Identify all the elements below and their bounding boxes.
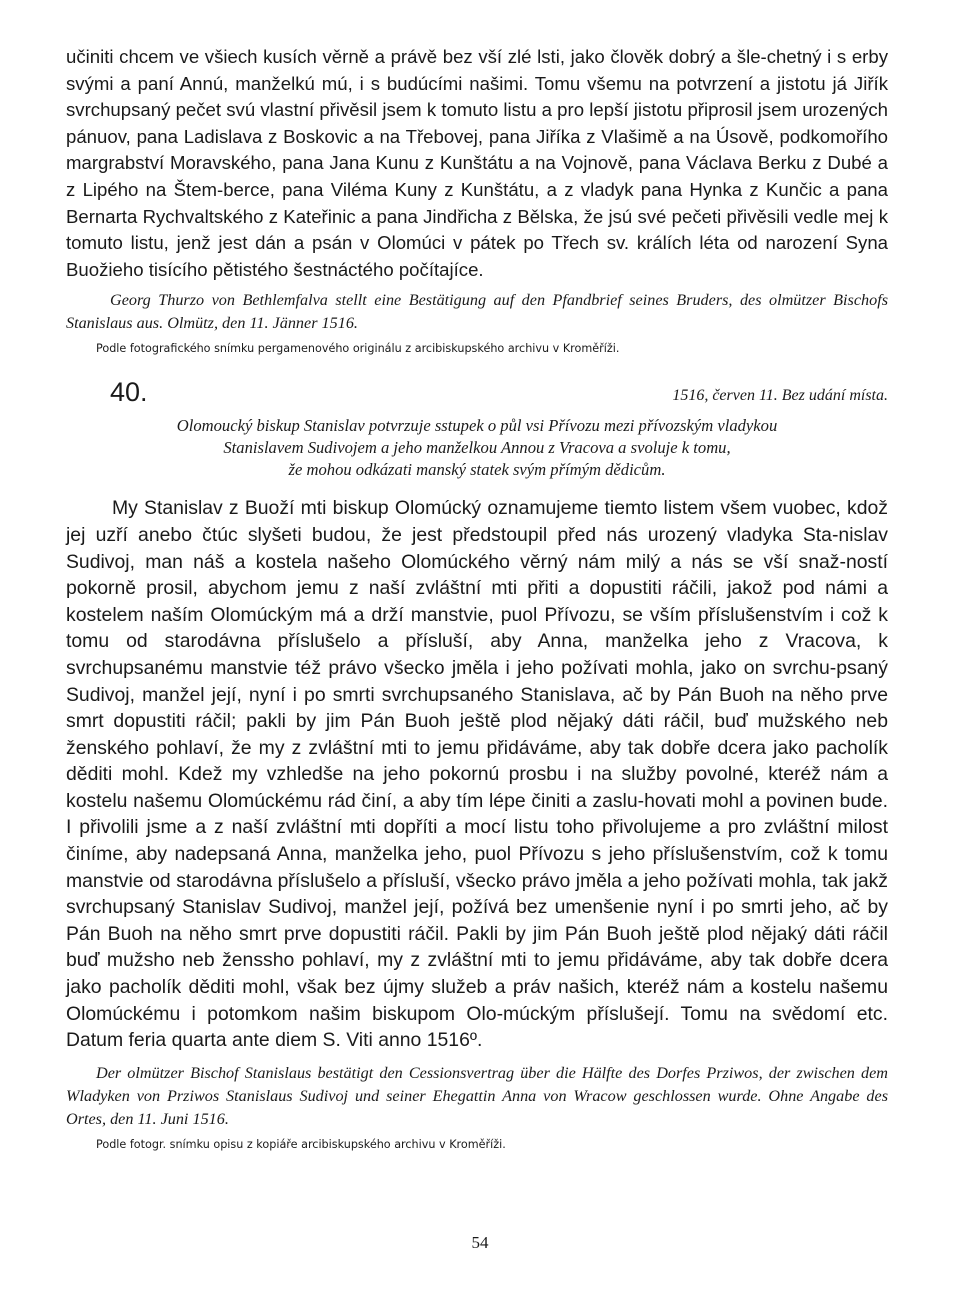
document-date: 1516, červen 11. Bez udání místa.: [672, 387, 888, 405]
charter-text: My Stanislav z Buoží mti biskup Olomúcký oznamujeme tiemto listem všem vuobec, kdož jej uzří anebo čtúc slyšeti budou, že jest předstoupil před nás urozený vladyka Sta-nislav Sudivoj, man náš a kostela našeho Olomúckého věrný nám milý a nás se vší snaž-ností pokorně prosil, abychom jemu z naší zvláštní mti přiti a dopustiti ráčili, jakož pod námi a kostelem naším Olomúckým má a drží manstvie, puol Přívozu, se vším příslušenstvím i což k tomu od starodávna příslušelo a přísluší, aby Anna, manželka jeho z Vracova, k svrchupsanému manstvie též právo všecko jměla i jeho požívati mohla, jako on svrchu-psaný Sudivoj, manžel její, nyní i po smrti svrchupsaného Stanislava, ač by Pán Buoh na něho prve smrt dopustiti ráčil; pakli by jim Pán Buoh ještě plod nějaký dáti ráčil, buď mužského neb ženského pohlaví, že my z zvláštní mti to jemu přidáváme, aby tak dobře dcera jako pacholík děditi mohl. Kdež my vzhledše na jeho pokornú prosbu i na služby povolné, kteréž nám a kostelu našemu Olomúckému rád činí, a aby tím lépe činiti a zaslu-hovati mohl a povinen bude. I přivolili jsme a z naší zvláštní mti dopříti a mocí listu toho přivolujeme a pro zvláštní milost činíme, aby nadepsaná Anna, manželka jeho, puol Přívozu s jeho příslušenstvím, což k tomu manstvie od starodávna příslušelo a přísluší, všecko právo jměla a jeho požívati mohla, tak jakž svrchupsaný Stanislav Sudivoj, manžel její, požívá bez umenšenie nyní i po smrti jeho, ač by Pán Buoh na něho smrt prve dopustiti ráčil. Pakli by jim Pán Buoh ještě plod nějaký dáti ráčil buď mužsho neb ženssho pohlaví, my z zvláštní mti to jemu přidáváme, aby tak dobře dcera jako pacholík děditi mohl, však bez újmy služeb a práv našich, kteréž nám a kostelu našemu Olomúckému i potomkom našim biskupom Olo-múckým příslušejí. Tomu na svědomí etc. Datum feria quarta ante diem S. Viti anno 1516º.: [66, 497, 888, 1052]
continued-german-summary: Georg Thurzo von Bethlemfalva stellt eine Bestätigung auf den Pfandbrief seines Bruders, des olmützer Bischofs Stanislaus aus. Olmütz, den 11. Jänner 1516.: [66, 291, 888, 333]
page-content: [66, 44, 888, 1153]
regest-line: že mohou odkázati manský statek svým přímým dědicům.: [288, 460, 666, 480]
regest-line: Stanislavem Sudivojem a jeho manželkou Annou z Vracova a svoluje k tomu,: [223, 438, 731, 458]
document-regest: [66, 415, 888, 481]
document-header: [66, 377, 888, 415]
document-number: 40.: [110, 377, 148, 408]
regest-line: Olomoucký biskup Stanislav potvrzuje sstupek o půl vsi Přívozu mezi přívozským vladykou: [176, 416, 778, 436]
german-summary: Der olmützer Bischof Stanislaus bestätigt den Cessionsvertrag über die Hälfte des Dorfes Prziwos, der zwischen dem Wladyken von Prziwos Stanislaus Sudivoj und seiner Ehegattin Anna von Wracow geschlossen wurde. Ohne Angabe des Ortes, den 11. Juni 1516.: [66, 1063, 888, 1128]
continued-source-note: Podle fotografického snímku pergamenového originálu z arcibiskupského archivu v Kroměříži.: [96, 342, 620, 356]
page-number: 54: [471, 1233, 489, 1252]
continued-charter-text: učiniti chcem ve všiech kusích věrně a právě bez vší zlé lsti, jako člověk dobrý a šle-chetný i s erby svými a paní Annú, manželkú mú, i s budúcími našimi. Tomu všemu na potvrzení a jistotu já Jiřík svrchupsaný pečet svú vlastní přivěsil jsem k tomuto listu a pro lepší jistotu připrosil jsem urozených pánuov, pana Ladislava z Boskovic a na Třebovej, pana Jiříka z Vlašimě a na Úsově, podkomořího margrabství Moravského, pana Jana Kunu z Kunštátu a na Vojnově, pana Václava Berku z Dubé a z Lipého na Štem-berce, pana Viléma Kuny z Kunštátu, a z vladyk pana Hynka z Kunčic a pana Bernarta Rychvaltského z Kateřinic a pana Jindřicha z Bělska, že jsú své pečeti přivěsili vedle mej k tomuto listu, jenž jest dán a psán v Olomúci v pátek po Třech sv. králích léta od narození Syna Buožieho tisícího pětistého šestnáctého počítajíce.: [66, 46, 888, 280]
source-note: Podle fotogr. snímku opisu z kopiáře arcibiskupského archivu v Kroměříži.: [96, 1137, 506, 1151]
